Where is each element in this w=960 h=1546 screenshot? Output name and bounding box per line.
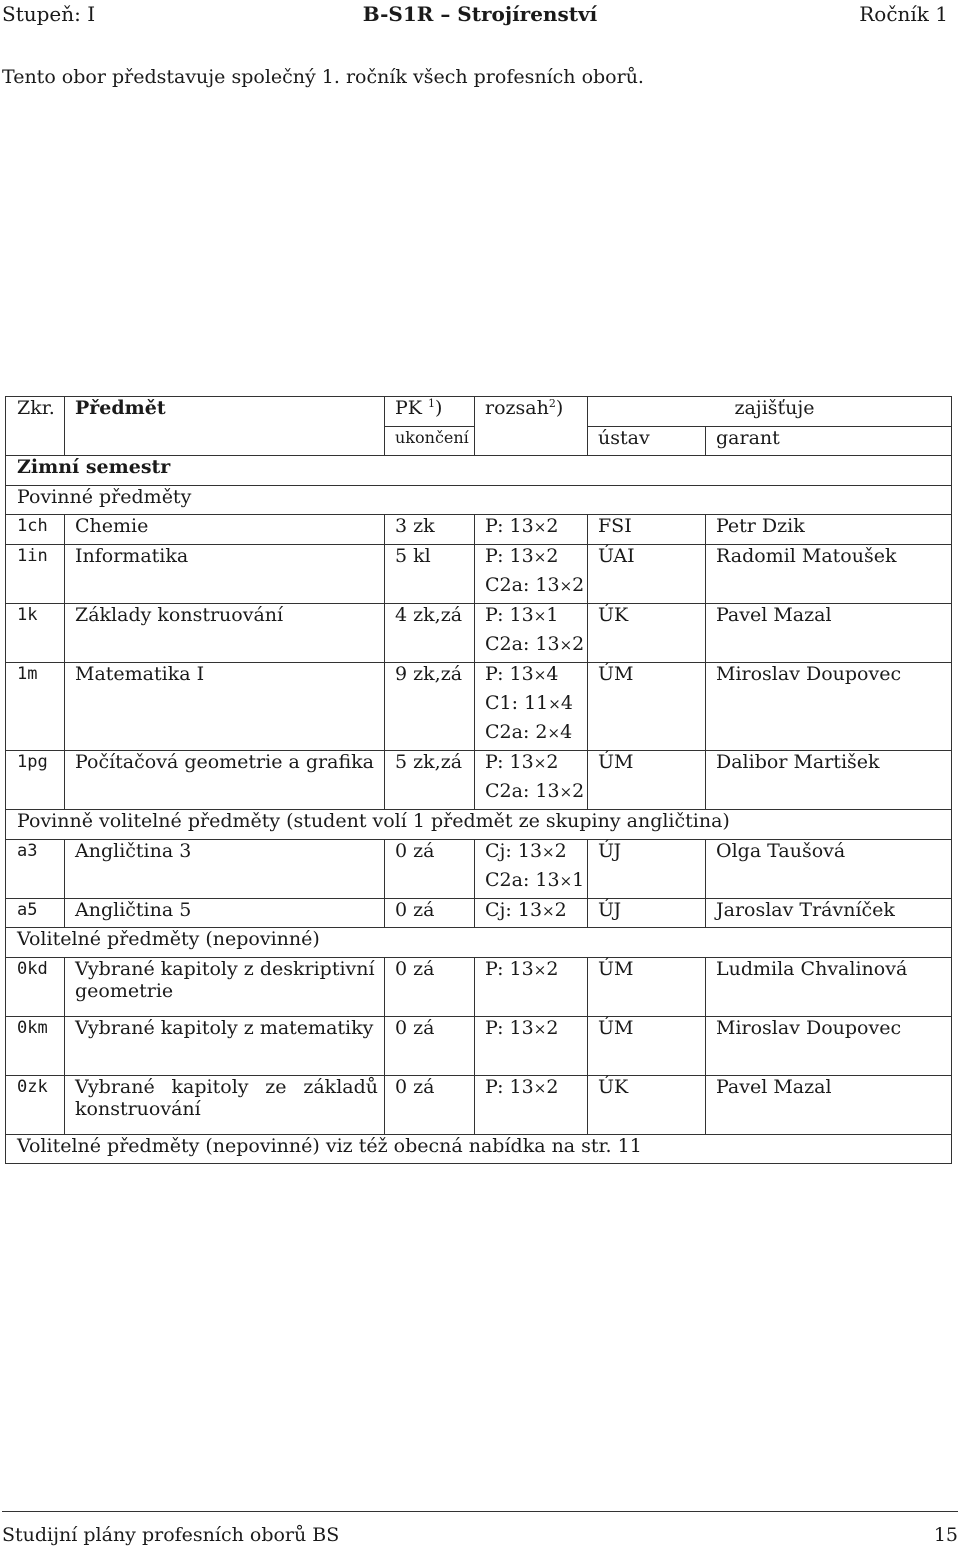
page-number: 15 — [933, 1524, 958, 1546]
section-povinne: Povinné předměty — [6, 485, 952, 515]
table-row: a5 Angličtina 5 0 zá Cj: 13×2 ÚJ Jaroslav Trávníček — [6, 898, 952, 928]
col-garant: garant — [706, 426, 952, 456]
table-row: 1pg Počítačová geometrie a grafika 5 zk,zá P: 13×2 ÚM Dalibor Martišek — [6, 751, 952, 781]
table-row: 1in Informatika 5 kl P: 13×2 ÚAI Radomil Matoušek — [6, 544, 952, 574]
section-povinne-volitelne: Povinně volitelné předměty (student volí 1 předmět ze skupiny angličtina) — [6, 810, 952, 840]
section-zimni-semestr: Zimní semestr — [6, 456, 952, 486]
col-ukonceni: ukončení — [385, 426, 475, 456]
col-zajistuje: zajišťuje — [588, 397, 952, 427]
study-plan-table: Zkr. Předmět PK $^1$) rozsah$^2$) zajišťuje ukončení ústav garant Zimní semestr Povinné předměty 1ch Chemie 3 zk P: 13×2 FSI Petr Dzik 1in Informatika 5 kl P: 13×2 ÚAI Radomil Matoušek C2a: 13×2 1k Základy konstruování 4 zk,zá P: 13×1 ÚK Pavel Mazal C2a: 13×2 1m Matematika I 9 zk,zá P: 13×4 ÚM Miroslav Doupovec C1: 11×4 C2a: 2×4 1pg Počítačová geometrie a grafika 5 zk,zá P: 13×2 ÚM Dalibor Martišek C2a: 13×2 Povinně volitelné předměty (student volí 1 předmět ze skupiny angličtina) a3 Angličtina 3 0 zá Cj: 13×2 ÚJ Olga Taušová C2a: 13×1 a5 Angličtina 5 0 zá Cj: 13×2 ÚJ Jaroslav Trávníček Volitelné předměty (nepovinné) 0kd Vybrané kapitoly z deskriptivní geometrie 0 zá P: 13×2 ÚM Ludmila Chvalinová 0km Vybrané kapitoly z matematiky 0 zá P: 13×2 ÚM Miroslav Doupovec 0zk Vybrané kapitoly ze základů konstruování 0 zá P: 13×2 ÚK Pavel Mazal Volitelné předměty (nepovinné) viz též obecná nabídka na str. 11 — [5, 396, 952, 1164]
footer-rule — [2, 1511, 958, 1512]
table-row: a3 Angličtina 3 0 zá Cj: 13×2 ÚJ Olga Taušová — [6, 839, 952, 869]
table-subheader-row — [6, 426, 952, 456]
section-volitelne: Volitelné předměty (nepovinné) — [6, 928, 952, 958]
table-row: 1ch Chemie 3 zk P: 13×2 FSI Petr Dzik — [6, 515, 952, 545]
col-predmet: Předmět — [65, 397, 385, 427]
col-rozsah: rozsah$^2$) — [475, 397, 588, 427]
table-row: 1k Základy konstruování 4 zk,zá P: 13×1 ÚK Pavel Mazal — [6, 603, 952, 633]
col-pk: PK $^1$) — [385, 397, 475, 427]
col-ustav: ústav — [588, 426, 706, 456]
table-header-row — [6, 397, 952, 427]
table-row: 1m Matematika I 9 zk,zá P: 13×4 ÚM Miroslav Doupovec — [6, 662, 952, 692]
table-row: 0km Vybrané kapitoly z matematiky 0 zá P: 13×2 ÚM Miroslav Doupovec — [6, 1016, 952, 1046]
footer-title: Studijní plány profesních oborů BS — [2, 1524, 340, 1546]
col-zkr: Zkr. — [6, 397, 65, 427]
intro-text: Tento obor představuje společný 1. ročník všech profesních oborů. — [2, 66, 644, 88]
section-volitelne-note: Volitelné předměty (nepovinné) viz též obecná nabídka na str. 11 — [6, 1134, 952, 1164]
table-row: 0kd Vybrané kapitoly z deskriptivní geometrie 0 zá P: 13×2 ÚM Ludmila Chvalinová — [6, 957, 952, 987]
header-level: Stupeň: I — [2, 2, 96, 26]
header-year: Ročník 1 — [859, 2, 948, 26]
table-row: 0zk Vybrané kapitoly ze základů konstruování 0 zá P: 13×2 ÚK Pavel Mazal — [6, 1075, 952, 1105]
header-program: B-S1R – Strojírenství — [362, 2, 598, 26]
